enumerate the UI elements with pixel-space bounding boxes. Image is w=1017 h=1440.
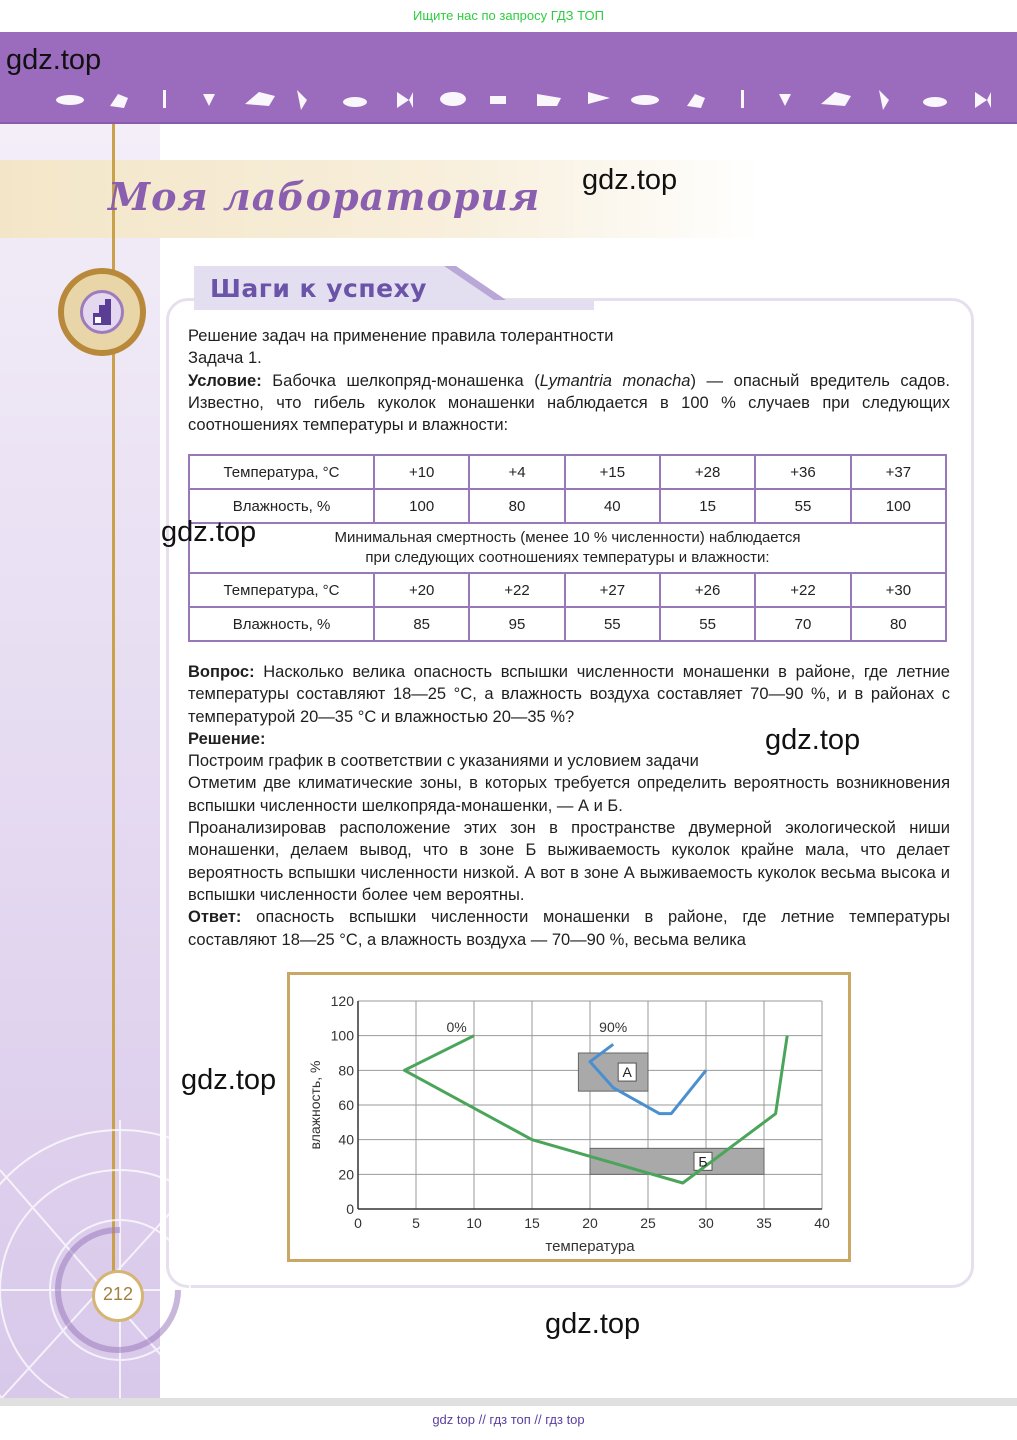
- table-note: [189, 523, 946, 573]
- page-number: 212: [102, 1284, 134, 1304]
- y-tick-label: 40: [338, 1131, 354, 1148]
- table-row: [189, 607, 946, 641]
- intro-line-1: Решение задач на применение правила толерантности: [188, 327, 614, 345]
- watermark: gdz.top: [161, 516, 257, 548]
- table-cell: 55: [755, 489, 850, 523]
- table-row-label: Влажность, %: [189, 607, 374, 641]
- zone-label: А: [622, 1064, 632, 1081]
- zone-rect: [590, 1148, 764, 1174]
- y-tick-label: 60: [338, 1097, 354, 1113]
- footer-links: gdz top // гдз топ // гдз top: [432, 1412, 585, 1427]
- x-tick-label: 20: [582, 1215, 598, 1231]
- top-search-note: Ищите нас по запросу ГДЗ ТОП: [413, 8, 604, 23]
- table-row: [189, 573, 946, 607]
- question-and-solution: [188, 661, 950, 951]
- x-tick-label: 15: [524, 1215, 540, 1231]
- y-tick-label: 20: [338, 1166, 354, 1183]
- header-banner: [0, 32, 1017, 124]
- steps-badge-icon: [58, 268, 146, 356]
- table-cell: 15: [660, 489, 755, 523]
- question-paragraph: [188, 661, 950, 728]
- answer-label: Ответ:: [188, 908, 242, 927]
- table-cell: 100: [851, 489, 946, 523]
- solution-label-text: Решение:: [188, 729, 266, 748]
- table-cell: +10: [374, 455, 469, 489]
- question-label: Вопрос:: [188, 663, 255, 681]
- table-cell: +22: [469, 573, 564, 607]
- table-cell: 80: [469, 489, 564, 523]
- table-note-line-1: Минимальная смертность (менее 10 % численности) наблюдается: [334, 529, 801, 546]
- table-cell: 85: [374, 607, 469, 641]
- zone-label: Б: [698, 1153, 708, 1170]
- table-row-label: Температура, °С: [189, 455, 374, 489]
- table-cell: +36: [755, 455, 850, 489]
- chart-frame: [287, 972, 851, 1262]
- condition-text-a: Бабочка шелкопряд-монашенка (: [261, 371, 540, 390]
- x-tick-label: 5: [412, 1215, 420, 1231]
- answer-text: опасность вспышки численности монашенки в районе, где летние температуры составляют 18—25 °С, а влажность воздуха — 70—90 %, весьма велика: [188, 908, 950, 949]
- table-cell: +20: [374, 573, 469, 607]
- table-cell: +15: [565, 455, 660, 489]
- table-cell: +37: [851, 455, 946, 489]
- condition-paragraph: [188, 370, 950, 437]
- x-axis-label: температура: [545, 1238, 635, 1255]
- y-axis-label: влажность, %: [307, 1060, 323, 1150]
- table-cell: +30: [851, 573, 946, 607]
- species-name: Lymantria monacha: [539, 371, 691, 390]
- table-note-line-2: при следующих соотношениях температуры и влажности:: [365, 549, 770, 566]
- x-tick-label: 40: [814, 1215, 830, 1231]
- solution-p3: Проанализировав расположение этих зон в пространстве двумерной экологической ниши монашенки, делаем вывод, что в зоне Б выживаемость куколок крайне мала, что делает вероятность вспышки численности низкой. А вот в зоне А выживаемость куколок весьма высока и вспышки численности более чем вероятны.: [188, 819, 950, 904]
- table-cell: +22: [755, 573, 850, 607]
- y-tick-label: 120: [330, 993, 354, 1009]
- x-tick-label: 30: [698, 1215, 714, 1231]
- solution-p1: Построим график в соответствии с указаниями и условием задачи: [188, 752, 699, 771]
- table-cell: 40: [565, 489, 660, 523]
- x-tick-label: 10: [466, 1215, 482, 1231]
- watermark: gdz.top: [545, 1308, 641, 1340]
- table-cell: +28: [660, 455, 755, 489]
- question-text: Насколько велика опасность вспышки численности монашенки в районе, где летние температуры составляют 18—25 °С, а влажность воздуха составляет 70—90 %, и в районах с температурой 20—35 °С и влажностью 20—35 %?: [188, 663, 950, 726]
- table-row-label: Влажность, %: [189, 489, 374, 523]
- x-tick-label: 25: [640, 1215, 656, 1231]
- table-cell: 80: [851, 607, 946, 641]
- chart-labels: [307, 993, 830, 1255]
- table-cell: 55: [565, 607, 660, 641]
- table-cell: +4: [469, 455, 564, 489]
- compass-decoration-icon: [0, 1080, 200, 1400]
- table-cell: +26: [660, 573, 755, 607]
- animal-silhouettes-icon: [45, 84, 1005, 114]
- section-tab-label: Шаги к успеху: [210, 274, 427, 303]
- table-row: [189, 489, 946, 523]
- condition-text-b: ) — опасный вредитель садов. Известно, что гибель куколок монашенки наблюдается в 100 % случаев при следующих соотношениях температуры и влажности:: [188, 371, 950, 435]
- y-tick-label: 0: [346, 1201, 354, 1217]
- bottom-bar: [0, 1398, 1017, 1406]
- solution-p2: Отметим две климатические зоны, в которых требуется определить вероятность возникновения вспышки численности шелкопряда-монашенки, — А и Б.: [188, 774, 950, 815]
- series-annotation: 90%: [599, 1019, 628, 1036]
- x-tick-label: 0: [354, 1215, 362, 1231]
- answer-paragraph: [188, 906, 950, 951]
- y-tick-label: 80: [338, 1062, 354, 1079]
- watermark: gdz.top: [582, 164, 678, 196]
- animal-silhouettes-strip: [45, 84, 1005, 114]
- table-row: [189, 455, 946, 489]
- y-tick-label: 100: [330, 1027, 354, 1044]
- watermark: gdz.top: [765, 724, 861, 756]
- task-number: Задача 1.: [188, 349, 262, 368]
- watermark: gdz.top: [6, 44, 102, 76]
- watermark: gdz.top: [181, 1064, 277, 1096]
- condition-label: Условие:: [188, 371, 262, 390]
- niche-chart: [290, 975, 848, 1259]
- intro-text: [188, 325, 950, 436]
- x-tick-label: 35: [756, 1215, 772, 1231]
- zone-rect: [578, 1053, 648, 1091]
- data-table: [188, 454, 947, 642]
- page-title: Моя лаборатория: [108, 174, 541, 219]
- table-cell: +27: [565, 573, 660, 607]
- table-cell: 95: [469, 607, 564, 641]
- table-row-label: Температура, °С: [189, 573, 374, 607]
- table-cell: 70: [755, 607, 850, 641]
- table-row: [189, 523, 946, 573]
- series-annotation: 0%: [446, 1019, 467, 1036]
- table-cell: 100: [374, 489, 469, 523]
- stairs-icon: [80, 290, 124, 334]
- table-cell: 55: [660, 607, 755, 641]
- chart-grid: [358, 1001, 822, 1209]
